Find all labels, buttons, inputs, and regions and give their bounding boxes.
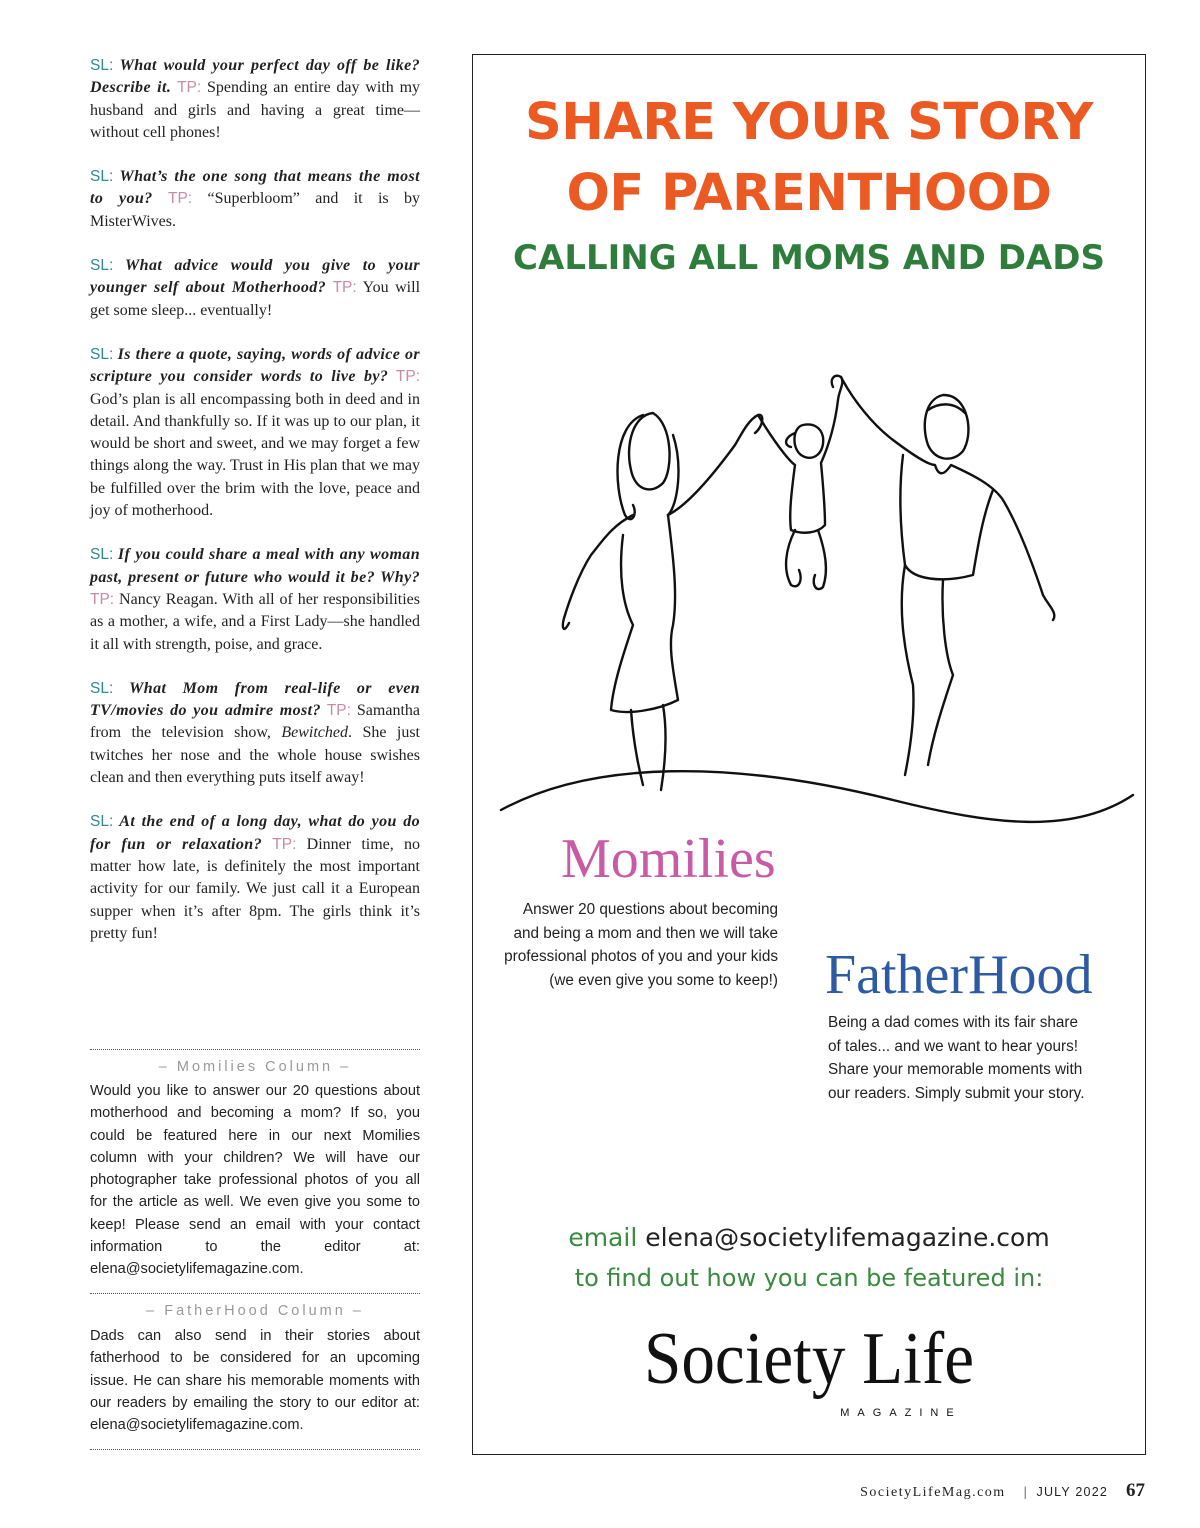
question-text: What Mom from real-life or even TV/movies do you admire most? <box>90 679 420 720</box>
qa-item <box>90 166 420 233</box>
find-out-line: to find out how you can be featured in: <box>574 1264 1044 1292</box>
sl-label: SL: <box>90 168 114 186</box>
tp-label: TP: <box>326 702 351 720</box>
logo-wordmark: Society Life <box>644 1318 974 1400</box>
answer-text: Dinner time, no matter how late, is definitely the most important activity for our family. We just call it a European supper when it’s after 8pm. The girls think it’s pretty fun! <box>90 835 420 942</box>
qa-item <box>90 544 420 655</box>
email-label: email <box>568 1223 638 1252</box>
momilies-description <box>493 898 778 992</box>
answer-text: Nancy Reagan. With all of her responsibilities as a mother, a wife, and a First Lady—she handled it all with strength, poise, and grace. <box>90 590 420 653</box>
answer-text: Spending an entire day with my husband and girls and having a great time—without cell phones! <box>90 79 421 141</box>
ad-headline: SHARE YOUR STORY <box>525 93 1093 152</box>
qa-item <box>90 255 420 322</box>
momilies-line: professional photos of you and your kids <box>504 948 778 965</box>
tp-label: TP: <box>272 835 297 853</box>
footer-site: SocietyLifeMag.com <box>860 1485 1006 1500</box>
show-title: Bewitched <box>281 724 348 742</box>
tp-label: TP: <box>177 79 202 97</box>
question-text: At the end of a long day, what do you do for fun or relaxation? <box>90 813 420 853</box>
footer-separator: | <box>1023 1485 1027 1500</box>
tp-label: TP: <box>90 590 115 608</box>
qa-item <box>90 678 420 789</box>
fatherhood-line: Being a dad comes with its fair share <box>828 1014 1078 1031</box>
dotted-divider <box>90 1049 420 1050</box>
qa-item <box>90 811 420 945</box>
fatherhood-title: FatherHood <box>825 944 1093 1006</box>
fatherhood-line: Share your memorable moments with <box>828 1061 1083 1078</box>
momilies-column-body: Would you like to answer our 20 questions about motherhood and becoming a mom? If so, you could be featured here in our next Momilies column with your children? We will have our photographer take professional photos of you all for the article as well. We even give you some to keep! Please send an email with your contact information to the editor at: elena@societylifemagazine.com. <box>90 1083 420 1278</box>
momilies-line: Answer 20 questions about becoming <box>522 901 778 918</box>
fatherhood-column-body: Dads can also send in their stories about fatherhood to be considered for an upcoming issue. He can share his memorable moments with our readers by emailing the story to our editor at: elena@societylifemagazine.com. <box>90 1328 420 1434</box>
tp-label: TP: <box>167 190 193 208</box>
sl-label: SL: <box>90 546 114 564</box>
tp-label: TP: <box>395 368 421 386</box>
question-text: Is there a quote, saying, words of advice or scripture you consider words to live by? <box>90 345 420 386</box>
page-number: 67 <box>1126 1480 1145 1501</box>
dotted-divider <box>90 1449 420 1450</box>
email-link[interactable]: elena@societylifemagazine.com <box>645 1223 1050 1252</box>
momilies-line: (we even give you some to keep!) <box>549 971 778 989</box>
sl-label: SL: <box>90 345 114 363</box>
page-footer <box>860 1480 1145 1502</box>
logo-subtitle: MAGAZINE <box>840 1407 962 1419</box>
answer-text: . She just twitches her nose and the whole house swishes clean and then everything puts itself away! <box>90 724 420 787</box>
answer-text: Samantha from the television show, <box>90 702 420 742</box>
sl-label: SL: <box>90 257 114 275</box>
fatherhood-column-heading: – FatherHood Column – <box>146 1303 364 1319</box>
sl-label: SL: <box>90 813 114 831</box>
momilies-column-heading: – Momilies Column – <box>158 1059 352 1075</box>
family-line-drawing <box>473 365 1147 845</box>
fatherhood-line: our readers. Simply submit your story. <box>828 1084 1085 1102</box>
sl-label: SL: <box>90 679 114 697</box>
tp-label: TP: <box>332 279 357 297</box>
question-text: What would your perfect day off be like? Describe it. <box>90 57 421 97</box>
question-text: If you could share a meal with any woman past, present or future who would it be? Why? <box>90 546 421 586</box>
momilies-title: Momilies <box>561 828 776 890</box>
ad-subheadline: CALLING ALL MOMS AND DADS <box>513 238 1105 278</box>
fatherhood-line: of tales... and we want to hear yours! <box>828 1037 1078 1055</box>
qa-item <box>90 55 420 144</box>
question-text: What’s the one song that means the most to you? <box>90 168 420 208</box>
qa-item <box>90 344 420 522</box>
dotted-divider <box>90 1293 420 1294</box>
fatherhood-description <box>828 1011 1108 1105</box>
answer-text: God’s plan is all encompassing both in deed and in detail. And thankfully so. If it was up to our plan, it would be short and sweet, and we may forget a few things along the way. Trust in His plan that we may be fulfilled over the brim with the love, peace and joy of motherhood. <box>90 390 420 520</box>
answer-text: You will get some sleep... eventually! <box>90 279 421 319</box>
interview-column <box>90 55 420 967</box>
email-line <box>473 1223 1145 1252</box>
society-life-logo <box>639 1313 979 1423</box>
sl-label: SL: <box>90 57 114 74</box>
answer-text: “Superbloom” and it is by MisterWives. <box>90 190 421 230</box>
ad-headline: OF PARENTHOOD <box>566 164 1052 223</box>
question-text: What advice would you give to your younger self about Motherhood? <box>90 257 420 297</box>
parenthood-ad <box>472 54 1146 1455</box>
footer-date: JULY 2022 <box>1036 1485 1108 1499</box>
momilies-line: and being a mom and then we will take <box>513 924 778 942</box>
